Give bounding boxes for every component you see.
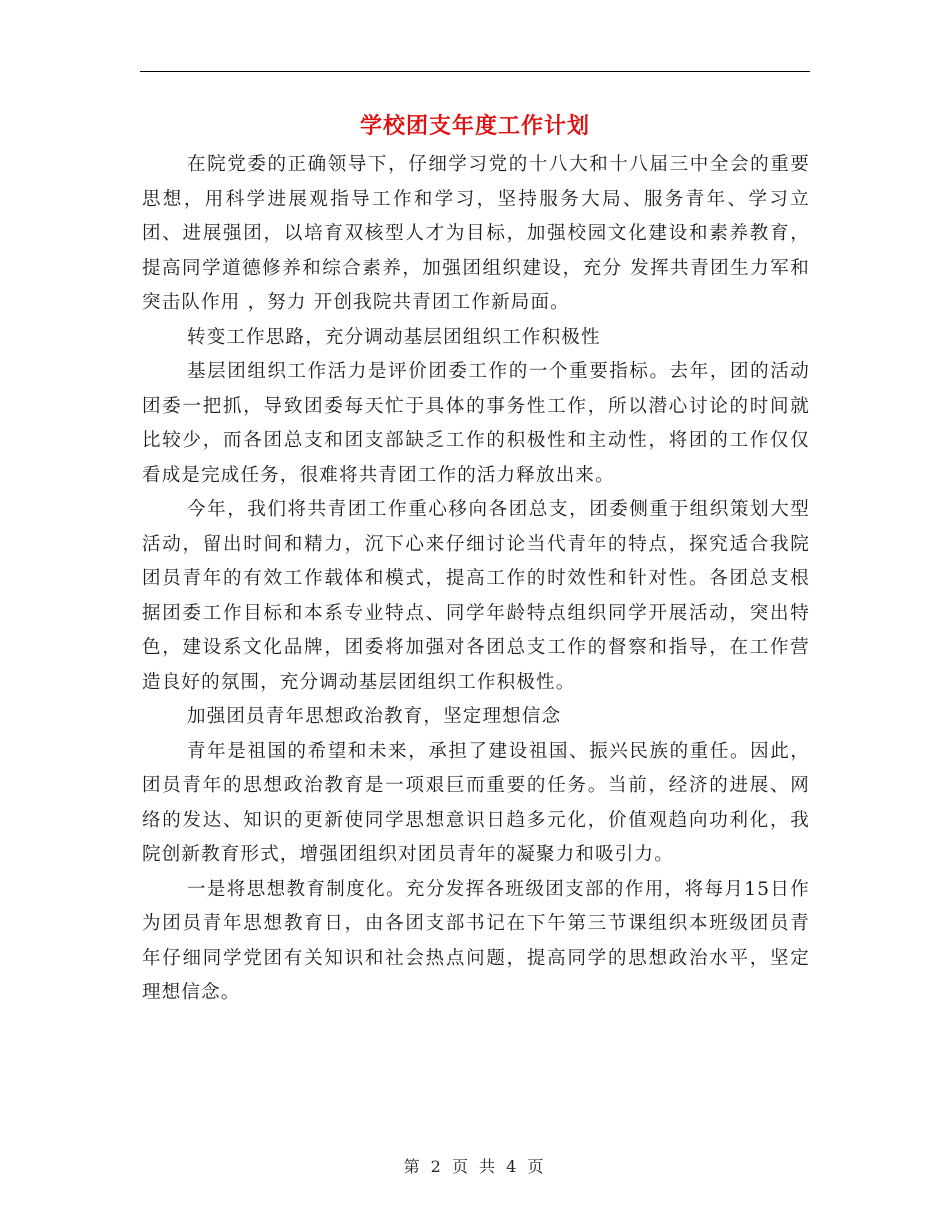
- paragraph-intro: 在院党委的正确领导下，仔细学习党的十八大和十八届三中全会的重要思想，用科学进展观指导工作和学习，坚持服务大局、服务青年、学习立团、进展强团，以培育双核型人才为目标，加强校园文化建设和素养教育，提高同学道德修养和综合素养，加强团组织建设，充分 发挥共青团生力军和突击队作用 ，努力 开创我院共青团工作新局面。: [142, 154, 810, 313]
- header-rule: [140, 71, 810, 72]
- paragraph: 一是将思想教育制度化。充分发挥各班级团支部的作用，将每月15日作为团员青年思想教育日，由各团支部书记在下午第三节课组织本班级团员青年仔细同学党团有关知识和社会热点问题，提高同学的思想政治水平，坚定理想信念。: [142, 878, 810, 1003]
- paragraph: 基层团组织工作活力是评价团委工作的一个重要指标。去年，团的活动团委一把抓，导致团委每天忙于具体的事务性工作，所以潜心讨论的时间就比较少，而各团总支和团支部缺乏工作的积极性和主动性，将团的工作仅仅看成是完成任务，很难将共青团工作的活力释放出来。: [142, 361, 810, 486]
- section-heading: 加强团员青年思想政治教育，坚定理想信念: [187, 706, 562, 727]
- section-heading: 转变工作思路，充分调动基层团组织工作积极性: [187, 326, 601, 348]
- page-number-footer: 第 2 页 共 4 页: [403, 1157, 547, 1176]
- paragraph: 今年，我们将共青团工作重心移向各团总支，团委侧重于组织策划大型活动，留出时间和精力，沉下心来仔细讨论当代青年的特点，探究适合我院团员青年的有效工作载体和模式，提高工作的时效性和针对性。各团总支根据团委工作目标和本系专业特点、同学年龄特点组织同学开展活动，突出特色，建设系文化品牌，团委将加强对各团总支工作的督察和指导，在工作营造良好的氛围，充分调动基层团组织工作积极性。: [142, 499, 810, 693]
- paragraph: 青年是祖国的希望和未来，承担了建设祖国、振兴民族的重任。因此，团员青年的思想政治教育是一项艰巨而重要的任务。当前，经济的进展、网络的发达、知识的更新使同学思想意识日趋多元化，价值观趋向功利化，我院创新教育形式，增强团组织对团员青年的凝聚力和吸引力。: [142, 740, 810, 865]
- document-body: [142, 148, 810, 1011]
- document-title: 学校团支年度工作计划: [359, 113, 590, 139]
